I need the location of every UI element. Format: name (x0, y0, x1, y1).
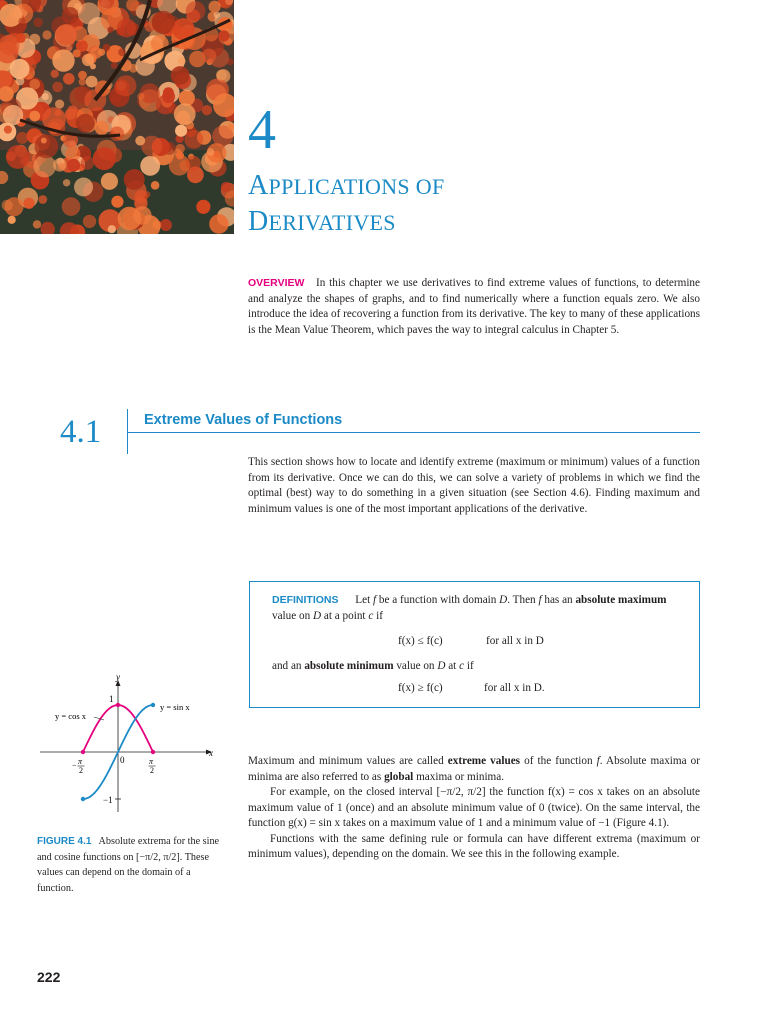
cos-endpoint-right (151, 750, 155, 754)
cos-maximum-point (116, 703, 120, 707)
tick-half-pi-den: 2 (150, 766, 154, 775)
chapter-photo (0, 0, 234, 234)
figure-caption-text: Absolute extrema for the sine and cosine functions on [−π/2, π/2]. These values can depend on the domain of a function. (37, 836, 220, 894)
tick-one: 1 (109, 694, 114, 704)
definitions-min-text: and an absolute minimum value on D at c if (272, 660, 474, 672)
section-rule-horizontal (127, 432, 700, 433)
tick-neg-one: −1 (103, 795, 113, 805)
x-axis-label: x (209, 748, 213, 758)
body-paragraph-1: Maximum and minimum values are called extreme values of the function f. Absolute maxima or minima are also referred to as global maxima or minima. (248, 755, 700, 783)
overview-label: OVERVIEW (248, 277, 305, 289)
overview-text: In this chapter we use derivatives to find extreme values of functions, to determine and analyze the shapes of graphs, and to find numerically where a function equals zero. We also introduce the idea of recovering a function from its derivative. The key to many of these applications is the Mean Value Theorem, which paves the way to integral calculus in Chapter 5. (248, 277, 700, 336)
definition-formula-min-condition: for all x in D. (484, 682, 545, 694)
sin-minimum-point (81, 797, 85, 801)
section-number: 4.1 (60, 414, 102, 450)
chapter-number: 4 (248, 99, 276, 161)
section-title: Extreme Values of Functions (144, 412, 343, 428)
chapter-title-line-2: DERIVATIVES (248, 206, 396, 237)
absolute-minimum-term: absolute minimum (304, 660, 394, 672)
definition-formula-max: f(x) ≤ f(c) (398, 635, 443, 647)
tick-neg-half-pi-den: 2 (79, 766, 83, 775)
cos-label: y = cos x (55, 711, 86, 721)
definition-formula-min: f(x) ≥ f(c) (398, 682, 443, 694)
tick-neg-half-pi-num: π (78, 757, 83, 766)
figure-4-1-graph (30, 670, 230, 820)
definitions-text: DEFINITIONS Let f be a function with domain D. Then f has an absolute maximum value on D at a point c if (272, 594, 667, 622)
tick-neg-half-pi-sign: − (72, 761, 77, 770)
definitions-label: DEFINITIONS (272, 594, 339, 606)
definition-formula-max-condition: for all x in D (486, 635, 544, 647)
sin-maximum-point (151, 703, 155, 707)
figure-label: FIGURE 4.1 (37, 836, 92, 847)
sin-label: y = sin x (160, 702, 190, 712)
section-intro-paragraph: This section shows how to locate and identify extreme (maximum or minimum) values of a function from its derivative. Once we can do this, we can solve a variety of problems in which we find the optimal (best) way to do something in a given situation (see Section 4.6). Finding maximum and minimum values is one of the most important applications of the derivative. (248, 456, 700, 515)
figure-caption (37, 834, 227, 896)
overview-paragraph (248, 276, 700, 338)
cos-endpoint-left (81, 750, 85, 754)
absolute-maximum-term: absolute maximum (575, 594, 667, 606)
chapter-title-line-1: APPLICATIONS OF (248, 170, 445, 201)
body-paragraph-3: Functions with the same defining rule or formula can have different extrema (maximum or minimum values), depending on the domain. We see this in the following example. (248, 832, 700, 860)
tick-half-pi-num: π (149, 757, 154, 766)
tick-zero: 0 (120, 755, 125, 765)
body-paragraph-2: For example, on the closed interval [−π/2, π/2] the function f(x) = cos x takes on an absolute maximum value of 1 (once) and an absolute minimum value of 0 (twice). On the same interval, the function g(x) = sin x takes on a maximum value of 1 and a minimum value of −1 (Figure 4.1). (248, 786, 700, 829)
page-number: 222 (37, 969, 61, 985)
body-text (248, 754, 700, 863)
y-axis-label: y (116, 672, 120, 682)
